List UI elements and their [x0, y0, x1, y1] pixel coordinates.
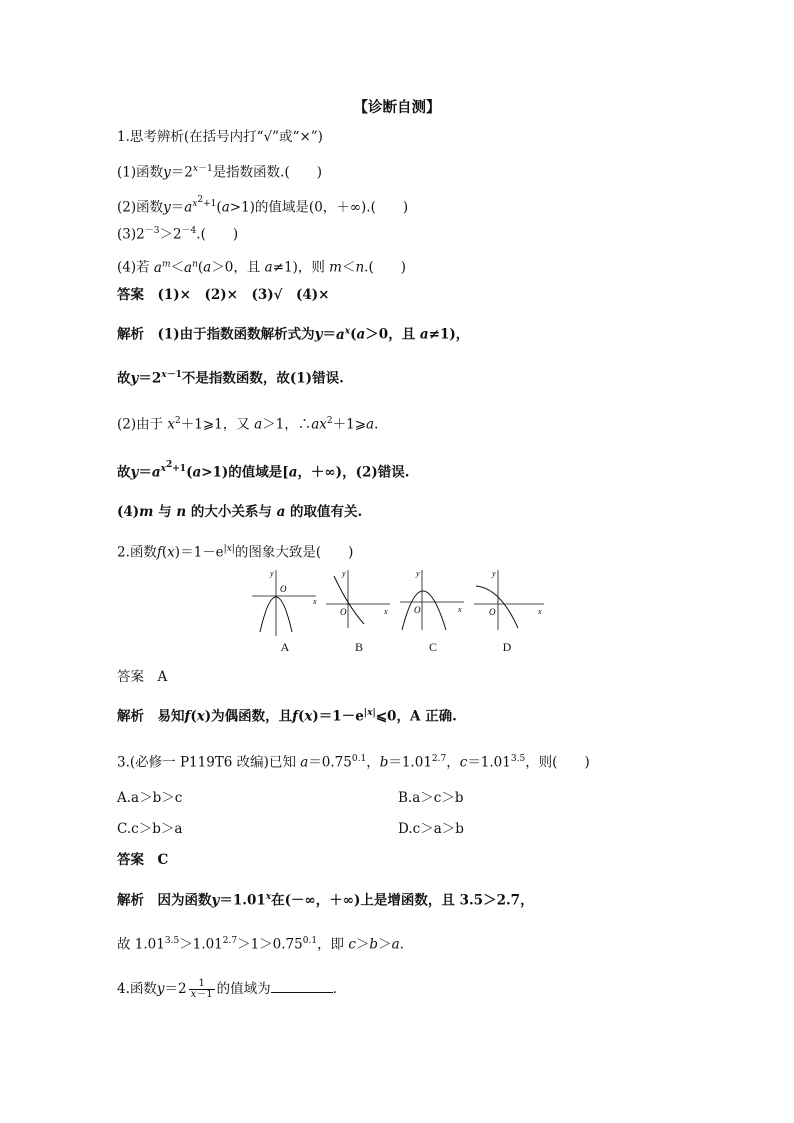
- graph-option-a: [250, 566, 320, 658]
- q2-stem: 2.函数$f(x)=1-e^{|x|}$的图象大致是( ): [117, 544, 354, 561]
- graph-a-plot: [250, 566, 320, 638]
- graph-d-x-label: x: [538, 607, 542, 616]
- q1-stem: 1.思考辨析(在括号内打“√”或“×”): [117, 129, 323, 145]
- q3-option-b: B.a＞c＞b: [398, 790, 464, 806]
- q3-analysis-1: 解析 因为函数$y=1.01^x$在(－∞，＋∞)上是增函数，且 3.5＞2.7，: [117, 892, 534, 909]
- q3-option-c: C.c＞b＞a: [117, 821, 183, 837]
- q1-analysis-5: (4)m 与 n 的大小关系与 a 的取值有关.: [117, 504, 363, 520]
- q1-item-1: (1)函数$y=2^{x-1}$是指数函数.( ): [117, 164, 322, 181]
- q2-answer: 答案 A: [117, 669, 168, 685]
- q1-item-3: $(3)2^{-3}>2^{-4}$.( ): [117, 226, 239, 243]
- graph-option-d: [472, 566, 542, 658]
- graph-c-y-label: y: [416, 569, 420, 578]
- graph-d-y-label: y: [492, 569, 496, 578]
- graph-b-origin: O: [340, 607, 347, 617]
- graph-b-y-label: y: [342, 569, 346, 578]
- q4-stem: 4.函数y＝2 $\frac{1}{x-1}$ 的值域为 .: [117, 978, 337, 1000]
- q4-answer-blank: [271, 980, 333, 993]
- q3-analysis-2: 故 $1.01^{3.5}>1.01^{2.7}>1>0.75^{0.1}$，即 c＞b＞a.: [117, 936, 404, 953]
- graph-a-origin: O: [280, 584, 287, 594]
- graph-a-label: A: [280, 640, 290, 654]
- graph-b-label: B: [354, 640, 363, 654]
- q1-analysis-3: (2)由于 $x^2+1⩾1$，又 a＞1，$\therefore ax^2+1⩾a$.: [117, 416, 379, 433]
- q1-analysis-4: 故$y=a^{x^2+1}(a>1)$的值域是[a，＋∞)，(2)错误.: [117, 460, 410, 481]
- graph-c-label: C: [428, 640, 437, 654]
- graph-a-y-label: y: [270, 569, 274, 578]
- q2-analysis: 解析 易知f(x)为偶函数，且$f(x)=1-e^{|x|}⩽0$，A 正确.: [117, 708, 457, 725]
- q3-answer: 答案 C: [117, 852, 169, 868]
- graph-d-plot: [472, 566, 548, 638]
- q1-item-2: (2)函数$y=a^{x^2+1}(a>1)$的值域是(0，＋∞).( ): [117, 195, 409, 216]
- q2-graph-options: [240, 566, 550, 658]
- graph-c-x-label: x: [458, 605, 462, 614]
- section-title: 【诊断自测】: [353, 99, 441, 116]
- q3-option-d: D.c＞a＞b: [398, 821, 464, 837]
- graph-a-x-label: x: [313, 597, 317, 606]
- graph-d-origin: O: [489, 607, 496, 617]
- graph-c-origin: O: [414, 605, 421, 615]
- q1-analysis-1: 解析 (1)由于指数函数解析式为$y=a^x(a>0$，且 a≠1)，: [117, 326, 470, 343]
- q3-option-a: A.a＞b＞c: [117, 790, 183, 806]
- graph-c-plot: [398, 566, 468, 638]
- graph-option-c: [398, 566, 468, 658]
- graph-b-x-label: x: [384, 607, 388, 616]
- q1-answer: 答案 (1)× (2)× (3)√ (4)×: [117, 287, 330, 303]
- graph-option-b: [324, 566, 394, 658]
- q1-analysis-2: 故$y=2^{x-1}$不是指数函数，故(1)错误.: [117, 370, 344, 387]
- q3-stem: 3.(必修一 P119T6 改编)已知 $a=0.75^{0.1}$，$b=1.01^{2.7}$，$c=1.01^{3.5}$，则( ): [117, 754, 590, 771]
- q1-item-4: (4)若 $a^m<a^n(a>0$，且 a≠1)，则 m＜n.( ): [117, 259, 406, 276]
- graph-d-label: D: [502, 640, 512, 654]
- graph-b-plot: [324, 566, 394, 638]
- q4-exponent-fraction: $\frac{1}{x-1}$: [190, 978, 213, 1000]
